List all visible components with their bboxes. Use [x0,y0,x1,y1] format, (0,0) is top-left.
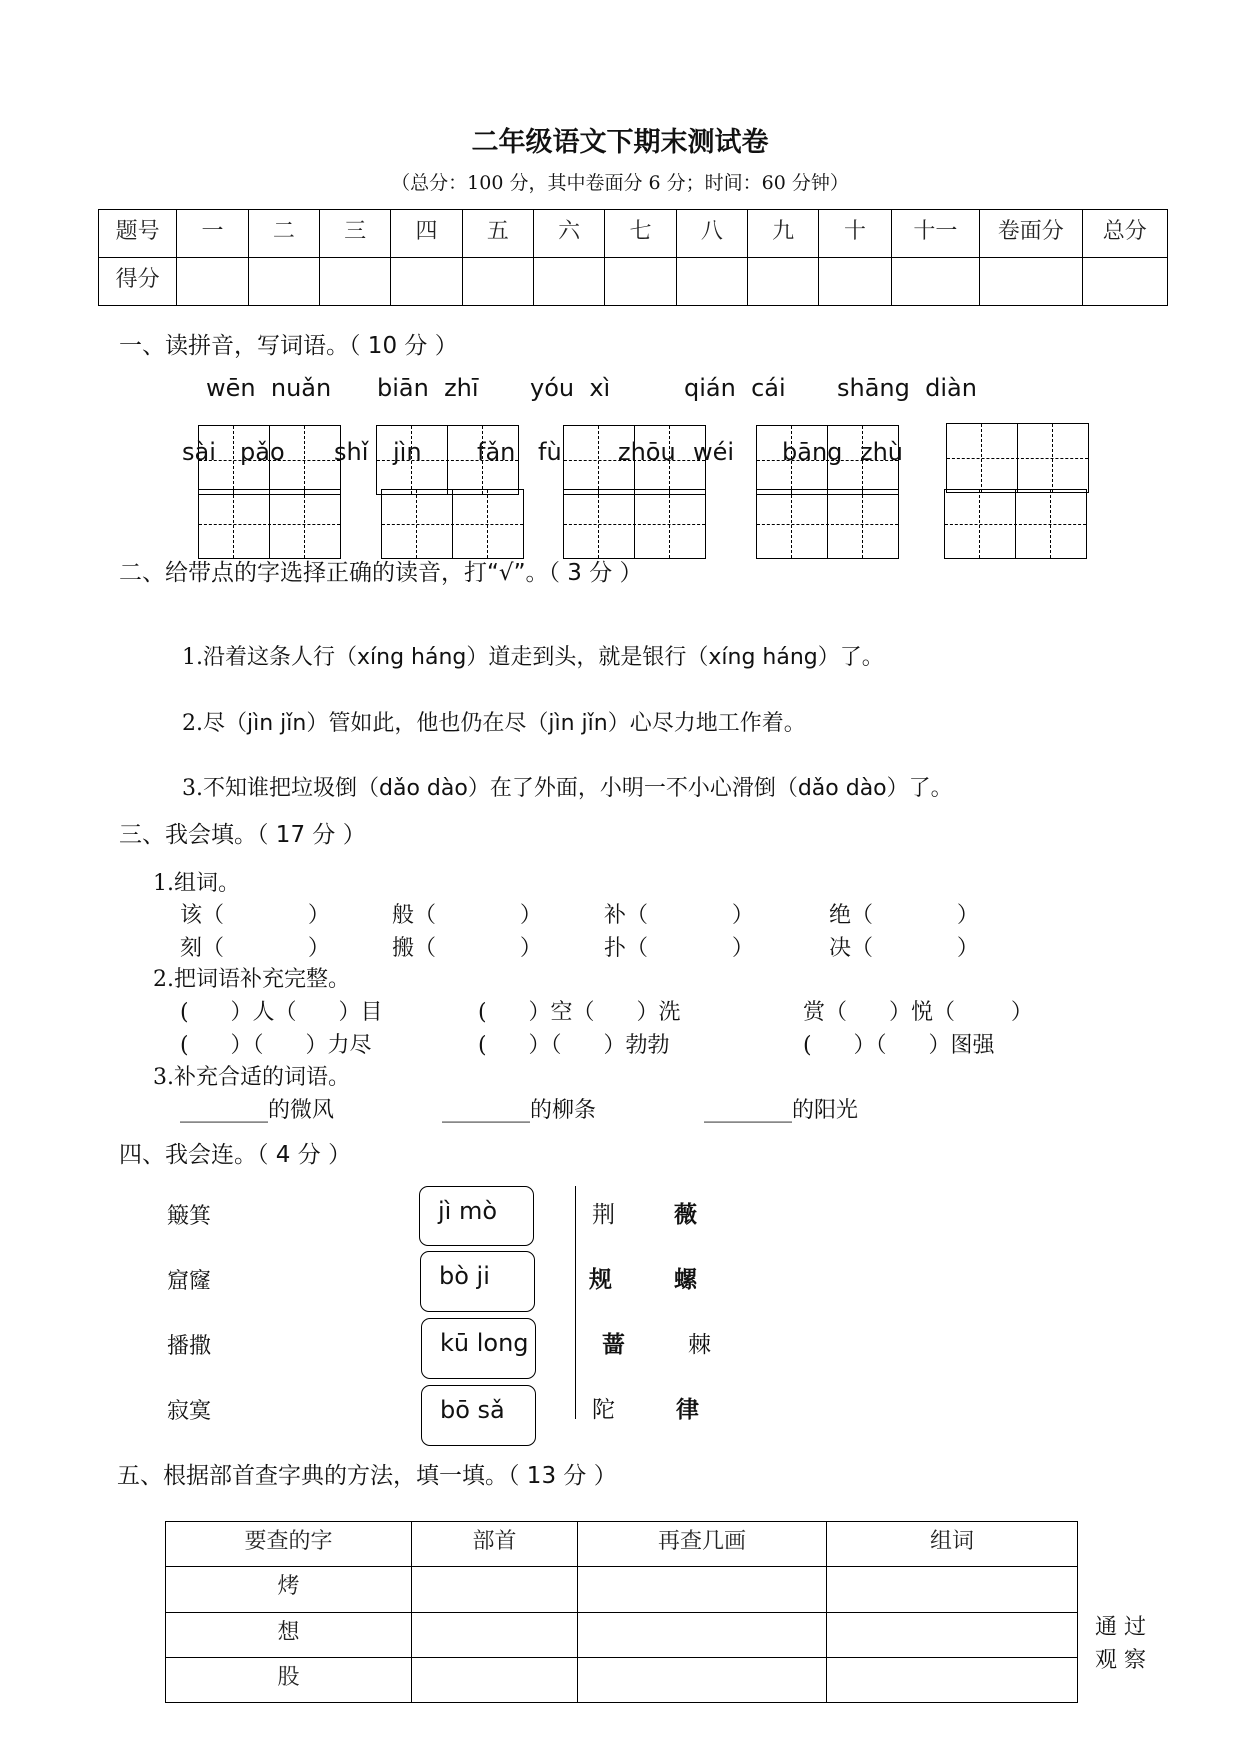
pinyin-choice[interactable]: jìn jǐn [548,711,608,736]
score-header-cell: 七 [605,210,676,258]
question-item: 2.尽（jìn jǐn）管如此，他也仍在尽（jìn jǐn）心尽力地工作着。 [182,711,806,736]
word-blank[interactable]: 扑（ ） [604,936,754,961]
pinyin-label: yóu xì [530,374,611,402]
match-word[interactable]: 播撒 [167,1334,212,1359]
score-cell[interactable] [891,258,979,306]
dictionary-header-cell: 再查几画 [578,1522,827,1567]
pinyin-label: fǎn [477,438,516,466]
match-char[interactable]: 螺 [674,1267,697,1293]
phrase-blank[interactable]: ________的阳光 [704,1098,859,1123]
pinyin-label: bāng [782,438,843,466]
subquestion-title: 1.组词。 [153,871,240,896]
score-cell[interactable] [1082,258,1167,306]
score-row-label: 得分 [99,258,177,306]
match-char[interactable]: 规 [589,1267,612,1293]
page-title: 二年级语文下期末测试卷 [471,127,769,158]
pinyin-label: jìn [393,438,422,466]
pinyin-label: sài [182,438,216,466]
score-header-cell: 总分 [1082,210,1167,258]
answer-cell[interactable] [578,1567,827,1612]
dictionary-header-row [166,1522,1078,1567]
pinyin-label: shāng diàn [837,374,977,402]
score-header-cell: 四 [391,210,462,258]
pinyin-label: zhōu [618,438,676,466]
score-cell[interactable] [747,258,818,306]
answer-cell[interactable] [412,1567,578,1612]
score-table-header-row [99,210,1168,258]
pinyin-choice[interactable]: xíng háng [357,645,467,670]
score-header-cell: 卷面分 [980,210,1082,258]
lookup-char: 股 [166,1657,412,1702]
pinyin-label: shǐ [334,438,369,466]
pinyin-box[interactable]: bō sǎ [421,1385,536,1446]
idiom-blank[interactable]: ( ）空（ ）洗 [478,1000,681,1025]
dictionary-row [166,1567,1078,1612]
score-header-cell: 六 [534,210,605,258]
pinyin-box[interactable]: kū long [421,1318,536,1379]
writing-grid[interactable] [381,489,524,559]
score-header-cell: 三 [320,210,391,258]
word-blank[interactable]: 绝（ ） [829,903,979,928]
idiom-blank[interactable]: ( ）人（ ）目 [180,1000,383,1025]
score-cell[interactable] [248,258,319,306]
dictionary-header-cell: 部首 [412,1522,578,1567]
section-5-heading: 五、根据部首查字典的方法，填一填。（ 13 分 ） [117,1463,617,1489]
answer-cell[interactable] [827,1657,1078,1702]
word-blank[interactable]: 该（ ） [180,903,330,928]
answer-cell[interactable] [578,1612,827,1657]
section-2-heading: 二、给带点的字选择正确的读音，打“√”。（ 3 分 ） [119,560,643,586]
match-char[interactable]: 律 [676,1397,699,1423]
score-header-cell: 十一 [891,210,979,258]
dictionary-table [165,1521,1078,1703]
word-blank[interactable]: 搬（ ） [392,936,542,961]
pinyin-choice[interactable]: xíng háng [708,645,818,670]
writing-grid[interactable] [944,489,1087,559]
word-blank[interactable]: 刻（ ） [180,936,330,961]
score-cell[interactable] [676,258,747,306]
score-cell[interactable] [605,258,676,306]
score-header-cell: 题号 [99,210,177,258]
writing-grid[interactable] [563,489,706,559]
score-header-cell: 一 [177,210,248,258]
score-cell[interactable] [980,258,1082,306]
writing-grid[interactable] [756,489,899,559]
score-cell[interactable] [534,258,605,306]
score-header-cell: 五 [462,210,533,258]
pinyin-label: zhù [860,438,904,466]
score-cell[interactable] [320,258,391,306]
phrase-blank[interactable]: ________的微风 [180,1098,335,1123]
pinyin-label: qián cái [684,374,786,402]
answer-cell[interactable] [827,1567,1078,1612]
pinyin-box[interactable]: bò ji [420,1251,535,1312]
lookup-char: 想 [166,1612,412,1657]
score-cell[interactable] [462,258,533,306]
answer-cell[interactable] [412,1657,578,1702]
pinyin-label: biān zhī [377,374,479,402]
score-header-cell: 二 [248,210,319,258]
score-cell[interactable] [391,258,462,306]
match-word[interactable]: 簸箕 [167,1204,212,1229]
divider-line [575,1186,576,1419]
pinyin-choice[interactable]: dǎo dào [379,776,468,801]
pinyin-choice[interactable]: dǎo dào [797,776,887,801]
match-word[interactable]: 寂寞 [167,1399,212,1424]
score-header-cell: 八 [676,210,747,258]
answer-cell[interactable] [412,1612,578,1657]
score-table-score-row [99,258,1168,306]
score-cell[interactable] [819,258,891,306]
pinyin-box[interactable]: jì mò [419,1186,534,1246]
answer-cell[interactable] [827,1612,1078,1657]
idiom-blank[interactable]: 赏（ ）悦（ ） [803,1000,1033,1025]
dictionary-row [166,1657,1078,1702]
match-char[interactable]: 陀 [592,1397,615,1423]
score-table [98,209,1168,306]
idiom-blank[interactable]: ( ）（ ）勃勃 [478,1033,670,1058]
dictionary-header-cell: 要查的字 [166,1522,412,1567]
subquestion-title: 2.把词语补充完整。 [153,967,350,992]
match-char[interactable]: 蔷 [602,1332,625,1358]
question-item: 1.沿着这条人行（xíng háng）道走到头，就是银行（xíng háng）了。 [182,645,884,670]
side-note: 观 察 [1095,1648,1146,1673]
word-blank[interactable]: 决（ ） [829,936,979,961]
match-word[interactable]: 窟窿 [167,1269,212,1294]
score-header-cell: 九 [747,210,818,258]
word-blank[interactable]: 补（ ） [604,903,754,928]
exam-info: （总分：100 分，其中卷面分 6 分；时间：60 分钟） [391,172,849,194]
match-char[interactable]: 棘 [688,1332,711,1358]
word-blank[interactable]: 般（ ） [392,903,542,928]
pinyin-label: wéi [693,438,735,466]
section-3-heading: 三、我会填。（ 17 分 ） [119,822,366,848]
idiom-blank[interactable]: ( ）（ ）图强 [803,1033,995,1058]
score-cell[interactable] [177,258,248,306]
match-char[interactable]: 薇 [674,1202,697,1228]
dictionary-header-cell: 组词 [827,1522,1078,1567]
pinyin-label: wēn nuǎn [206,374,332,402]
idiom-blank[interactable]: ( ）（ ）力尽 [180,1033,372,1058]
pinyin-label: pǎo [240,438,285,466]
answer-cell[interactable] [578,1657,827,1702]
score-header-cell: 十 [819,210,891,258]
match-char[interactable]: 荆 [592,1202,615,1228]
dictionary-row [166,1612,1078,1657]
phrase-blank[interactable]: ________的柳条 [442,1098,597,1123]
section-1-heading: 一、读拼音，写词语。（ 10 分 ） [119,333,458,359]
side-note: 通 过 [1095,1615,1146,1640]
lookup-char: 烤 [166,1567,412,1612]
section-4-heading: 四、我会连。（ 4 分 ） [119,1142,352,1168]
writing-grid[interactable] [198,489,341,559]
pinyin-choice[interactable]: jìn jǐn [247,711,307,736]
subquestion-title: 3.补充合适的词语。 [153,1065,350,1090]
writing-grid[interactable] [946,423,1089,493]
pinyin-label: fù [538,438,562,466]
question-item: 3.不知谁把垃圾倒（dǎo dào）在了外面，小明一不小心滑倒（dǎo dào）了。 [182,776,953,801]
